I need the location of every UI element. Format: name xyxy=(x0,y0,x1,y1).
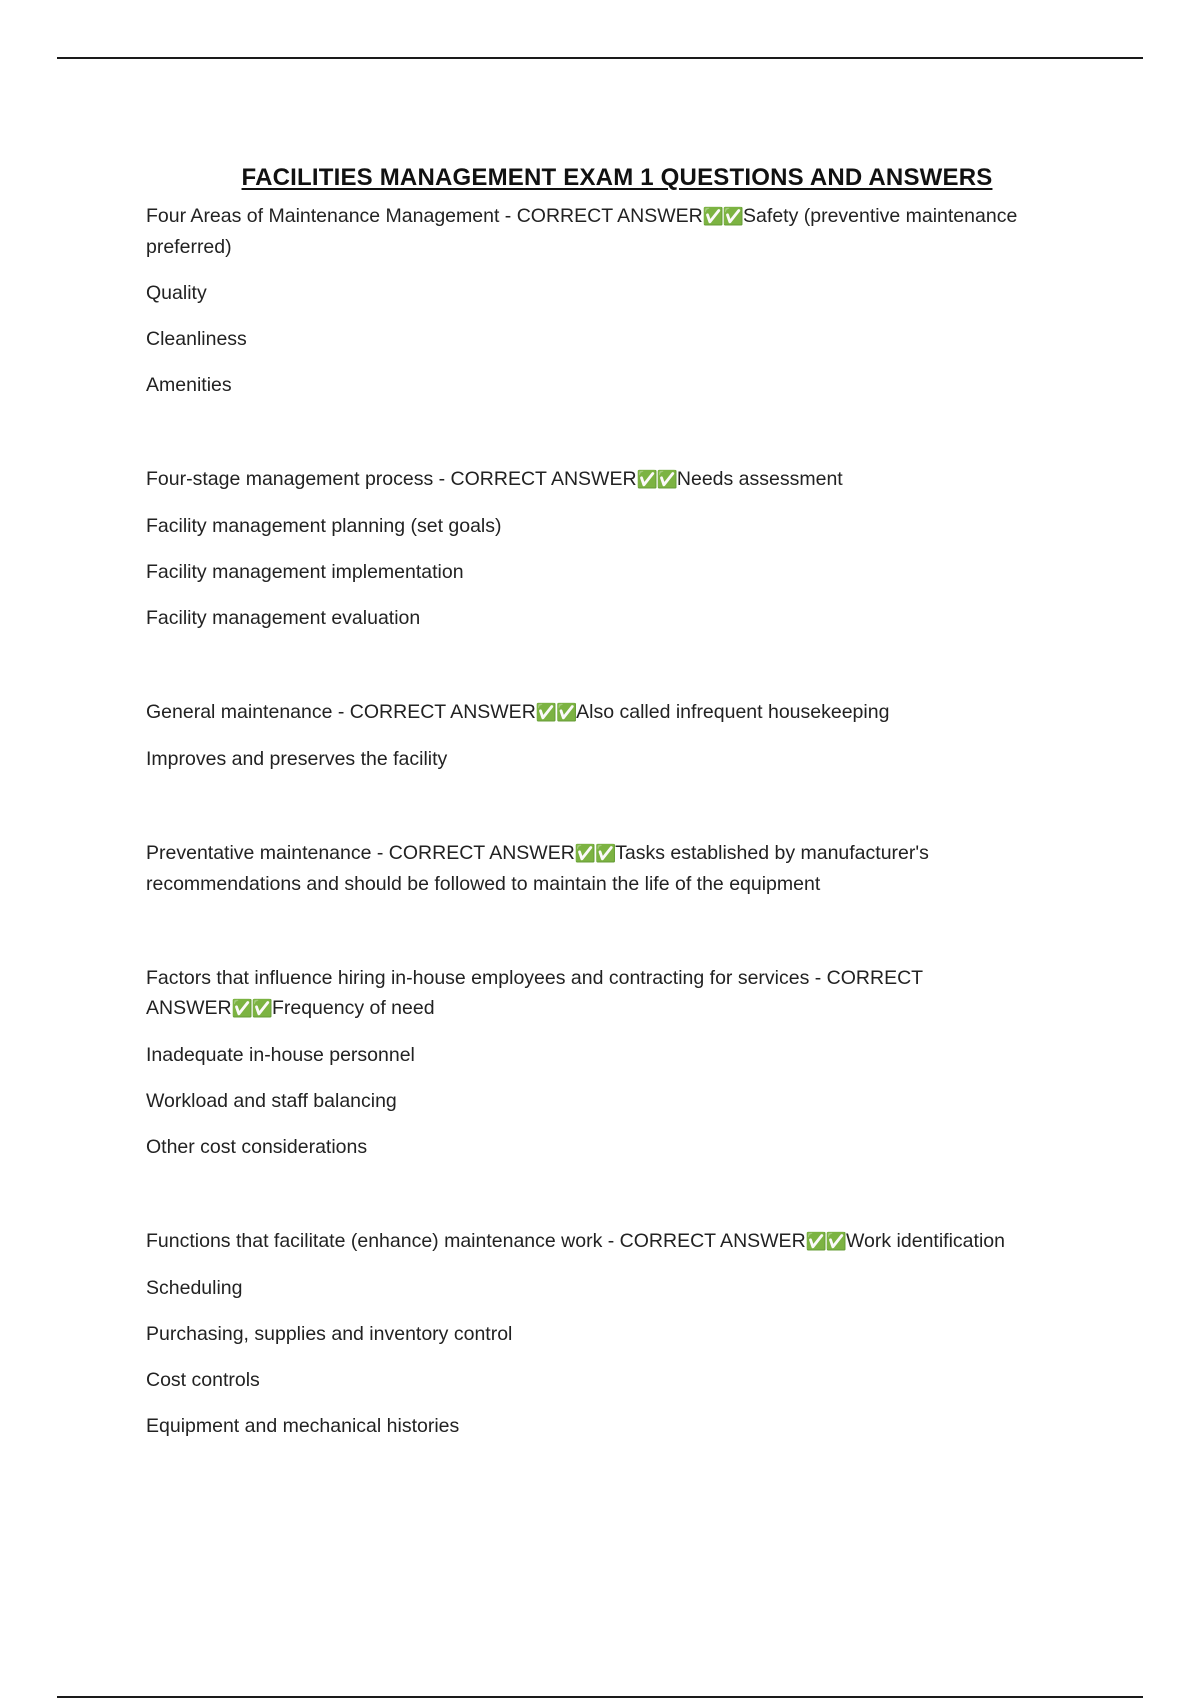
answer-item: Amenities xyxy=(146,374,232,396)
answer-item: Facility management planning (set goals) xyxy=(146,515,502,537)
question-line xyxy=(146,838,1046,899)
double-check-icon: ✅✅ xyxy=(702,207,744,227)
answer-item: Workload and staff balancing xyxy=(146,1090,397,1112)
question-text: Preventative maintenance - CORRECT ANSWER xyxy=(146,842,575,864)
answer-item: Cleanliness xyxy=(146,328,247,350)
document-title: FACILITIES MANAGEMENT EXAM 1 QUESTIONS AND ANSWERS xyxy=(241,164,993,192)
question-text: Functions that facilitate (enhance) maintenance work - CORRECT ANSWER xyxy=(146,1230,806,1252)
answer-item: Other cost considerations xyxy=(146,1136,368,1158)
qa-block xyxy=(146,201,1046,400)
document-body xyxy=(146,201,1046,1505)
double-check-icon: ✅✅ xyxy=(805,1232,846,1252)
answer-item: Facility management implementation xyxy=(146,561,464,583)
footer-rule xyxy=(57,1696,1143,1698)
qa-block xyxy=(146,697,1046,774)
double-check-icon: ✅✅ xyxy=(231,999,272,1019)
answer-item: Purchasing, supplies and inventory control xyxy=(146,1323,513,1345)
question-line xyxy=(146,963,1046,1024)
answer-item: Scheduling xyxy=(146,1277,243,1299)
question-line xyxy=(146,1226,1046,1257)
double-check-icon: ✅✅ xyxy=(636,470,677,490)
qa-block xyxy=(146,838,1046,899)
question-line xyxy=(146,464,1046,495)
double-check-icon: ✅✅ xyxy=(535,703,577,723)
question-text: Four Areas of Maintenance Management - CORRECT ANSWER xyxy=(146,205,703,227)
qa-block xyxy=(146,963,1046,1162)
answer-text: Work identification xyxy=(846,1230,1005,1252)
qa-block xyxy=(146,1226,1046,1441)
question-text: Four-stage management process - CORRECT ANSWER xyxy=(146,468,637,490)
header-rule xyxy=(57,57,1143,59)
answer-text: Tasks established by manufacturer's recommendations and should be followed to maintain the life of the equipment xyxy=(146,842,929,895)
question-line xyxy=(146,201,1046,262)
double-check-icon: ✅✅ xyxy=(574,844,616,864)
answer-item: Equipment and mechanical histories xyxy=(146,1415,460,1437)
answer-item: Quality xyxy=(146,282,207,304)
answer-text: Safety (preventive maintenance preferred) xyxy=(146,205,1018,258)
answer-item: Cost controls xyxy=(146,1369,260,1391)
answer-item: Improves and preserves the facility xyxy=(146,748,448,770)
answer-item: Inadequate in-house personnel xyxy=(146,1044,415,1066)
question-line xyxy=(146,697,1046,728)
question-text: General maintenance - CORRECT ANSWER xyxy=(146,701,536,723)
qa-block xyxy=(146,464,1046,633)
question-text: Factors that influence hiring in-house employees and contracting for services - CORRECT ANSWER xyxy=(146,967,923,1019)
answer-text: Also called infrequent housekeeping xyxy=(576,701,890,723)
answer-item: Facility management evaluation xyxy=(146,607,421,629)
answer-text: Frequency of need xyxy=(271,997,435,1019)
answer-text: Needs assessment xyxy=(676,468,843,490)
